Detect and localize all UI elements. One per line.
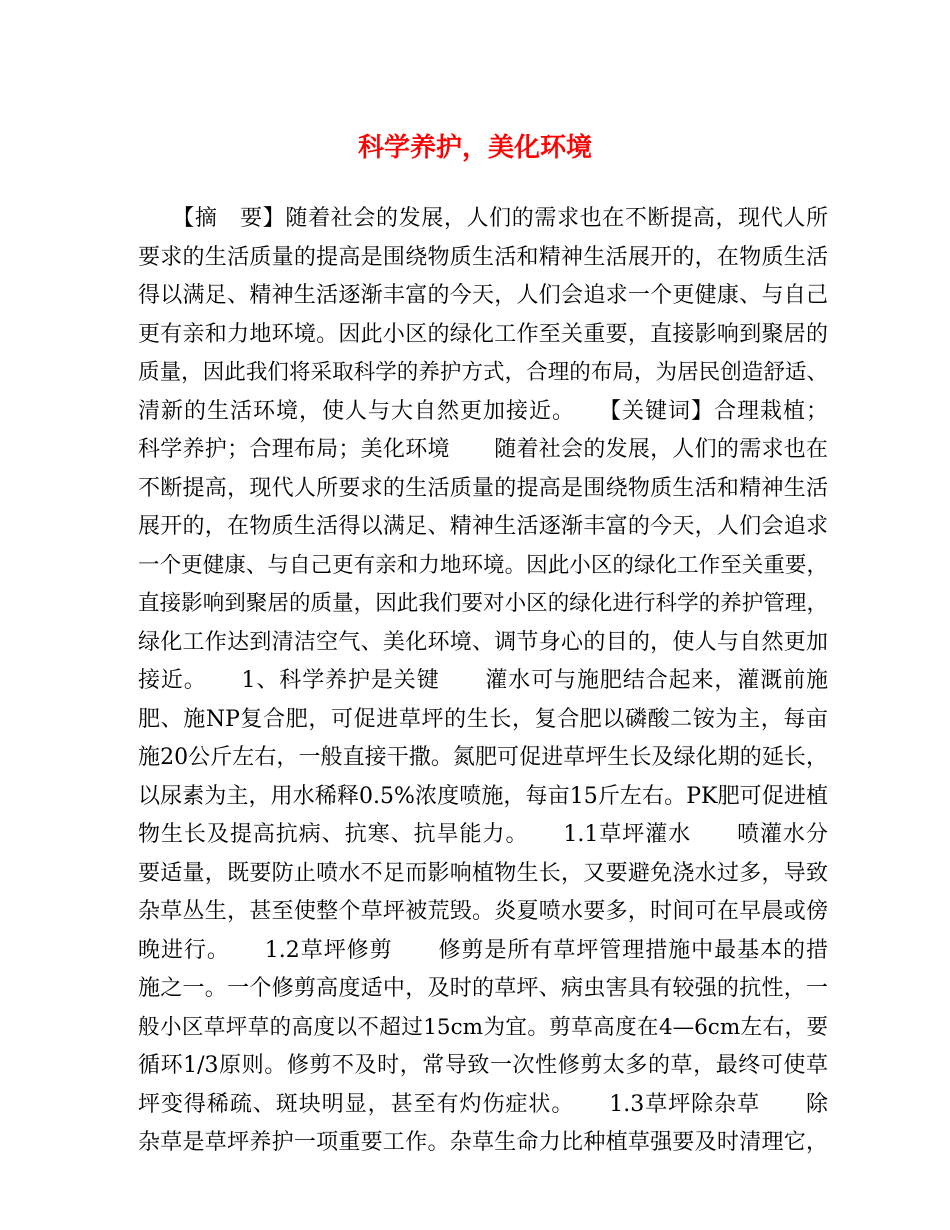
body-line: 绿化工作达到清洁空气、美化环境、调节身心的目的，使人与自然更加 (138, 629, 828, 655)
body-line: 不断提高，现代人所要求的生活质量的提高是围绕物质生活和精神生活 (138, 475, 828, 501)
body-line: 质量，因此我们将采取科学的养护方式，合理的布局，为居民创造舒适、 (138, 360, 828, 385)
body-line: 要适量，既要防止喷水不足而影响植物生长，又要避免浇水过多，导致 (138, 860, 828, 886)
body-line: 要求的生活质量的提高是围绕物质生活和精神生活展开的，在物质生活 (138, 244, 828, 270)
body-line: 更有亲和力地环境。因此小区的绿化工作至关重要，直接影响到聚居的 (138, 321, 828, 347)
body-line: 晚进行。 1.2草坪修剪 修剪是所有草坪管理措施中最基本的措 (138, 937, 828, 963)
body-line: 肥、施NP复合肥，可促进草坪的生长，复合肥以磷酸二铵为主，每亩 (138, 706, 828, 732)
body-line: 般小区草坪草的高度以不超过15cm为宜。剪草高度在4—6cm左右，要 (138, 1014, 828, 1040)
body-line: 得以满足、精神生活逐渐丰富的今天，人们会追求一个更健康、与自己 (138, 283, 828, 308)
body-line: 科学养护；合理布局；美化环境 随着社会的发展，人们的需求也在 (138, 437, 828, 462)
body-line: 施20公斤左右，一般直接干撒。氮肥可促进草坪生长及绿化期的延长， (138, 745, 828, 770)
body-line: 一个更健康、与自己更有亲和力地环境。因此小区的绿化工作至关重要， (138, 552, 828, 578)
body-line: 【摘 要】随着社会的发展，人们的需求也在不断提高，现代人所 (138, 206, 828, 231)
body-line: 循环1/3原则。修剪不及时，常导致一次性修剪太多的草，最终可使草 (138, 1053, 828, 1078)
body-line: 展开的，在物质生活得以满足、精神生活逐渐丰富的今天，人们会追求 (138, 514, 828, 539)
body-line: 施之一。一个修剪高度适中，及时的草坪、病虫害具有较强的抗性，一 (138, 976, 828, 1001)
document-body (138, 200, 828, 1163)
body-line: 杂草丛生，甚至使整个草坪被荒毁。炎夏喷水要多，时间可在早晨或傍 (138, 899, 828, 924)
document-title: 科学养护，美化环境 (357, 133, 592, 163)
body-line: 物生长及提高抗病、抗寒、抗旱能力。 1.1草坪灌水 喷灌水分 (138, 822, 828, 847)
body-line: 杂草是草坪养护一项重要工作。杂草生命力比种植草强要及时清理它， (138, 1130, 828, 1155)
body-line: 以尿素为主，用水稀释0.5%浓度喷施，每亩15斤左右。PK肥可促进植 (138, 783, 828, 809)
body-line: 清新的生活环境，使人与大自然更加接近。 【关键词】合理栽植； (138, 398, 828, 424)
body-line: 坪变得稀疏、斑块明显，甚至有灼伤症状。 1.3草坪除杂草 除 (138, 1091, 828, 1117)
body-line: 直接影响到聚居的质量，因此我们要对小区的绿化进行科学的养护管理， (138, 591, 828, 616)
body-line: 接近。 1、科学养护是关键 灌水可与施肥结合起来，灌溉前施 (138, 668, 828, 693)
